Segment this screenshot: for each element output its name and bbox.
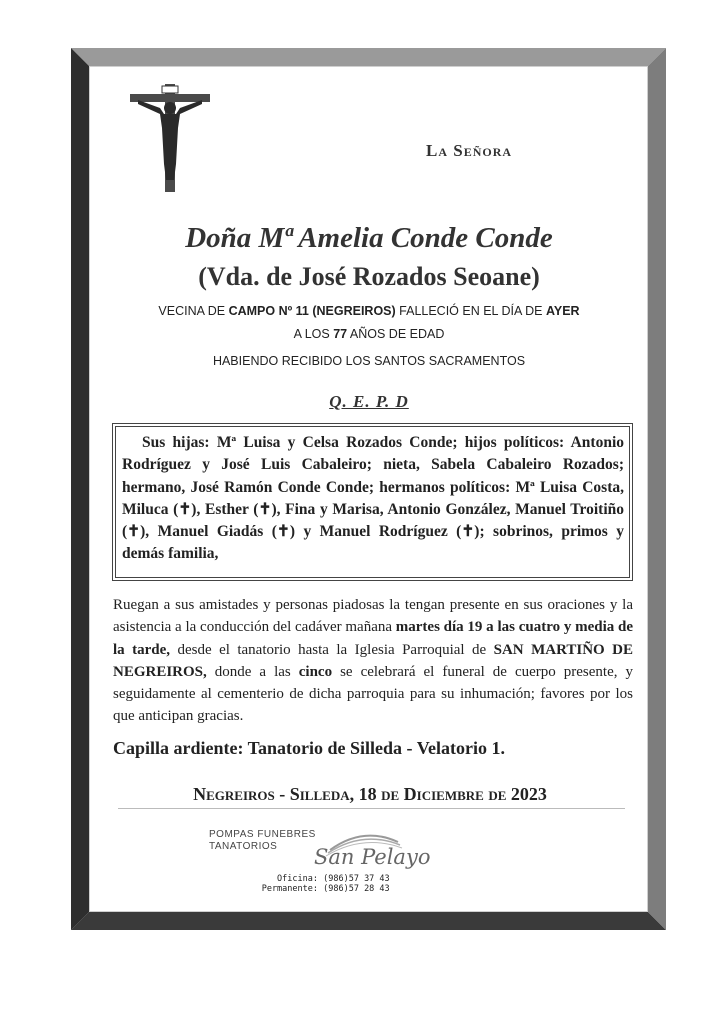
frame-right-bevel: [648, 48, 666, 930]
office-label: Oficina:: [277, 874, 318, 884]
invitation-part1: Ruegan a sus amistades y personas piadosas la tengan presente en sus oraciones y la asistencia a la conducción del cadáver mañana: [113, 597, 633, 636]
invitation-paragraph: [113, 594, 633, 728]
residence-place: CAMPO Nº 11 (NEGREIROS): [228, 304, 396, 318]
family-box-inner: [115, 426, 630, 578]
residence-line: [89, 304, 649, 318]
title-la-senora: La Señora: [426, 141, 513, 160]
residence-day: AYER: [545, 304, 580, 318]
residence-prefix: VECINA DE: [158, 304, 229, 318]
place-date: Negreiros - Silleda, 18 de Diciembre de 2023: [193, 784, 547, 804]
funeral-home-line1: POMPAS FUNEBRES: [209, 829, 316, 840]
sacraments-line: HABIENDO RECIBIDO LOS SANTOS SACRAMENTOS: [212, 354, 526, 368]
permanent-phone-row: [240, 884, 390, 894]
permanent-phone: (986)57 28 43: [323, 884, 390, 894]
residence-middle: FALLECIÓ EN EL DÍA DE: [395, 304, 546, 318]
permanent-label: Permanente:: [261, 884, 318, 894]
office-phone: (986)57 37 43: [323, 874, 390, 884]
frame-bottom-bevel: [71, 912, 666, 930]
phone-list: [240, 874, 390, 894]
family-box: [112, 423, 633, 581]
age-years: 77: [333, 327, 348, 341]
frame-left-bevel: [71, 48, 89, 930]
age-suffix: AÑOS DE EDAD: [347, 327, 445, 341]
invitation-part2: desde el tanatorio hasta la Iglesia Parroquial de: [170, 641, 494, 658]
chapel-line: Capilla ardiente: Tanatorio de Silleda - Velatorio 1.: [113, 738, 506, 758]
family-text: Sus hijas: Mª Luisa y Celsa Rozados Conde; hijos políticos: Antonio Rodríguez y José Luis Cabaleiro; nieta, Sabela Cabaleiro Rozados; hermano, José Ramón Conde Conde; hermanos políticos: Mª Luisa Costa, Miluca (✝), Esther (✝), Fina y Marisa, Antonio González, Manuel Troitiño (✝), Manuel Giadás (✝) y Manuel Rodríguez (✝); sobrinos, primos y demás familia,: [122, 434, 624, 563]
frame-top-bevel: [71, 48, 666, 66]
widow-of: (Vda. de José Rozados Seoane): [198, 262, 540, 291]
invitation-hour: cinco: [298, 663, 333, 680]
funeral-home-line2: TANATORIOS: [209, 841, 278, 852]
invitation-datetime: martes día 19 a las cuatro y media de la tarde,: [113, 619, 633, 658]
qepd: Q. E. P. D: [329, 392, 409, 411]
age-line: [89, 327, 649, 341]
age-prefix: A LOS: [293, 327, 334, 341]
office-phone-row: [240, 874, 390, 884]
invitation-part4: se celebrará el funeral de cuerpo presente, y seguidamente al cementerio de dicha parroquia para su inhumación; favores por los que anticipan gracias.: [113, 663, 633, 725]
funeral-home-text: [209, 829, 316, 853]
divider: [118, 808, 625, 809]
crucifix-icon: [128, 84, 212, 194]
invitation-part3: donde a las: [206, 663, 299, 680]
funeral-home-brand: San Pelayo: [314, 845, 431, 869]
deceased-name: Doña Mª Amelia Conde Conde: [185, 222, 553, 254]
invitation-church: SAN MARTIÑO DE NEGREIROS,: [113, 641, 634, 680]
